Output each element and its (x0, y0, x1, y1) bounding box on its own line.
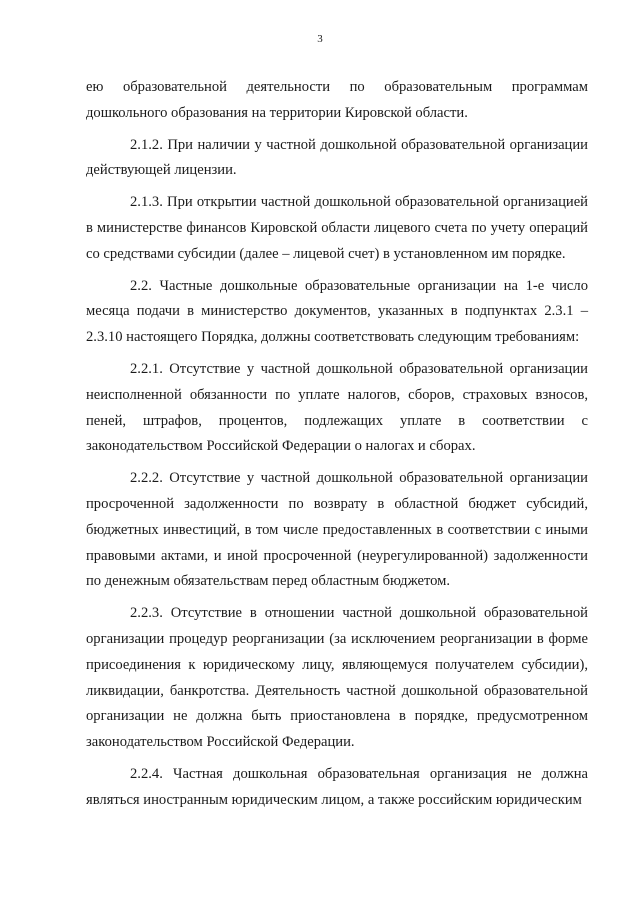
paragraph-2-1-2: 2.1.2. При наличии у частной дошкольной образовательной организации действующей лицензии. (86, 136, 588, 179)
paragraph-2-2-4: 2.2.4. Частная дошкольная образовательная организация не должна являться иностранным юридическим лицом, а также российским юридическим (86, 765, 588, 808)
paragraph-2-2-1: 2.2.1. Отсутствие у частной дошкольной образовательной организации неисполненной обязанности по уплате налогов, сборов, страховых взносов, пеней, штрафов, процентов, подлежащих уплате в соответствии с законодательством Российской Федерации о налогах и сборах. (86, 360, 588, 455)
paragraph-continuation: ею образовательной деятельности по образовательным программам дошкольного образования на территории Кировской области. (86, 79, 588, 121)
paragraph-2-1-3: 2.1.3. При открытии частной дошкольной образовательной организацией в министерстве финансов Кировской области лицевого счета по учету операций со средствами субсидии (далее – лицевой счет) в установленном им порядке. (86, 194, 588, 262)
page-number: 3 (317, 33, 323, 45)
paragraph-2-2-2: 2.2.2. Отсутствие у частной дошкольной образовательной организации просроченной задолженности по возврату в областной бюджет субсидий, бюджетных инвестиций, в том числе предоставленных в соответствии с иными правовыми актами, и иной просроченной (неурегулированной) задолженности по денежным обязательствам перед областным бюджетом. (86, 470, 588, 590)
paragraph-2-2-3: 2.2.3. Отсутствие в отношении частной дошкольной образовательной организации процедур реорганизации (за исключением реорганизации в форме присоединения к юридическому лицу, являющемуся получателем субсидии), ликвидации, банкротства. Деятельность частной дошкольной образовательной организации не должна быть приостановлена в порядке, предусмотренном законодательством Российской Федерации. (86, 605, 588, 751)
paragraph-2-2: 2.2. Частные дошкольные образовательные организации на 1-е число месяца подачи в министерство документов, указанных в подпунктах 2.3.1 – 2.3.10 настоящего Порядка, должны соответствовать следующим требованиям: (86, 277, 588, 346)
document-body (86, 75, 588, 814)
